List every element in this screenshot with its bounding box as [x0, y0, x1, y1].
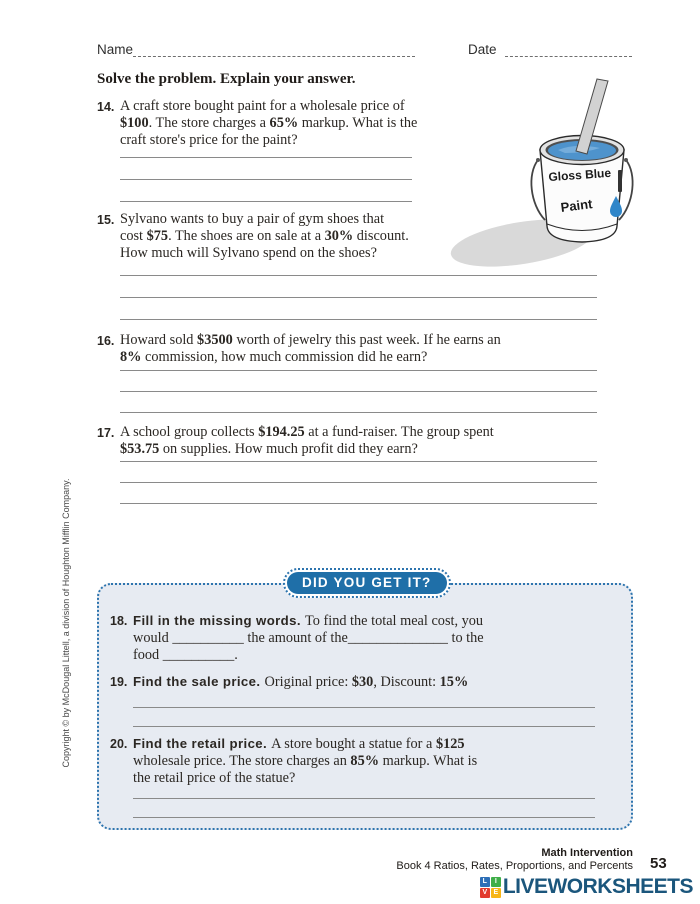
- logo-tile: I: [491, 877, 501, 887]
- text-segment: A store bought a statue for a: [271, 736, 436, 752]
- text-segment: commission, how much commission did he earn?: [141, 349, 428, 365]
- handle-pivot-right: [624, 158, 628, 162]
- page-number: 53: [650, 855, 667, 872]
- did-you-get-it-badge: [283, 568, 451, 598]
- paint-label-line1: Gloss Blue: [547, 165, 612, 185]
- answer-line[interactable]: [120, 371, 597, 392]
- name-label: Name: [97, 42, 134, 57]
- text-segment: $125: [435, 736, 465, 752]
- problem-14-number: 14.: [97, 100, 115, 114]
- problem-19-answer-lines: [133, 689, 595, 727]
- problem-17-answer-lines: [120, 441, 597, 504]
- handle-pivot-left: [536, 158, 540, 162]
- date-label: Date: [468, 42, 497, 57]
- answer-line[interactable]: [120, 350, 597, 371]
- text-segment: on supplies. How much profit did they earn?: [159, 441, 418, 457]
- problem-16-number: 16.: [97, 334, 115, 348]
- problem-14-answer-lines: [120, 136, 412, 202]
- answer-line[interactable]: [120, 462, 597, 483]
- text-segment: Howard sold: [120, 332, 198, 348]
- text-segment: Fill in the missing words.: [133, 613, 305, 628]
- text-segment: discount.: [353, 228, 409, 244]
- problem-20-number: 20.: [110, 737, 128, 751]
- did-you-get-it-badge-label: DID YOU GET IT?: [287, 572, 447, 594]
- text-segment: at a fund-raiser. The group spent: [304, 424, 494, 440]
- logo-tile: E: [491, 888, 501, 898]
- problem-19-number: 19.: [110, 675, 128, 689]
- answer-line[interactable]: [120, 276, 597, 298]
- problem-20-answer-lines: [133, 780, 595, 818]
- text-segment: 30%: [324, 228, 354, 244]
- text-segment: markup. What is: [379, 753, 478, 769]
- answer-line[interactable]: [120, 180, 412, 202]
- problem-18: [110, 612, 513, 664]
- text-segment: $3500: [197, 332, 233, 348]
- answer-line[interactable]: [120, 298, 597, 320]
- text-segment: . The shoes are on sale at a: [168, 228, 325, 244]
- text-segment: cost: [120, 228, 147, 244]
- answer-line[interactable]: [120, 392, 597, 413]
- answer-line[interactable]: [120, 136, 412, 158]
- answer-line[interactable]: [133, 689, 595, 708]
- problem-15-number: 15.: [97, 213, 115, 227]
- answer-line[interactable]: [120, 441, 597, 462]
- date-blank-line[interactable]: [505, 56, 632, 57]
- text-segment: A school group collects: [120, 424, 259, 440]
- text-segment: craft store's price for the paint?: [120, 132, 298, 148]
- answer-line[interactable]: [133, 780, 595, 799]
- logo-tile: L: [480, 877, 490, 887]
- text-segment: 65%: [269, 115, 299, 131]
- logo-text: LIVEWORKSHEETS: [502, 875, 693, 898]
- text-segment: , Discount:: [373, 674, 440, 690]
- text-segment: $30: [351, 674, 374, 690]
- answer-line[interactable]: [120, 158, 412, 180]
- name-blank-line[interactable]: [133, 56, 415, 57]
- text-segment: $75: [146, 228, 169, 244]
- text-segment: Find the retail price.: [133, 736, 272, 751]
- text-segment: . The store charges a: [148, 115, 270, 131]
- problem-17-number: 17.: [97, 426, 115, 440]
- text-segment: the retail price of the statue?: [133, 770, 296, 786]
- text-segment: worth of jewelry this past week. If he earns an: [232, 332, 501, 348]
- paint-can-illustration: [450, 78, 690, 278]
- text-segment: Find the sale price.: [133, 674, 265, 689]
- footer-series: Math Intervention: [541, 847, 633, 859]
- answer-line[interactable]: [133, 799, 595, 818]
- text-segment: would __________ the amount of the______________ to the: [133, 630, 484, 646]
- text-segment: 85%: [350, 753, 380, 769]
- answer-line[interactable]: [120, 483, 597, 504]
- label-side-mark: [618, 170, 622, 192]
- text-segment: How much will Sylvano spend on the shoes?: [120, 245, 377, 261]
- problem-18-number: 18.: [110, 614, 128, 628]
- problem-18-text: [133, 612, 513, 664]
- instructions-heading: Solve the problem. Explain your answer.: [97, 71, 356, 87]
- logo-tiles-icon: [480, 877, 501, 898]
- text-segment: wholesale price. The store charges an: [133, 753, 351, 769]
- text-segment: Original price:: [264, 674, 352, 690]
- text-segment: $100: [120, 115, 149, 131]
- text-segment: food __________.: [133, 647, 238, 663]
- answer-line[interactable]: [133, 708, 595, 727]
- text-segment: To find the total meal cost, you: [305, 613, 484, 629]
- paint-label-line2: Paint: [559, 196, 594, 215]
- liveworksheets-logo: [480, 875, 693, 899]
- text-segment: Sylvano wants to buy a pair of gym shoes that: [120, 211, 385, 227]
- text-segment: $53.75: [120, 441, 160, 457]
- text-segment: $194.25: [258, 424, 305, 440]
- text-segment: A craft store bought paint for a wholesale price of: [120, 98, 405, 114]
- problem-16-answer-lines: [120, 350, 597, 413]
- text-segment: 8%: [120, 349, 142, 365]
- footer-book-title: Book 4 Ratios, Rates, Proportions, and Percents: [396, 860, 633, 872]
- copyright-text: Copyright © by McDougal Littell, a division of Houghton Mifflin Company.: [61, 478, 71, 768]
- text-segment: 15%: [439, 674, 469, 690]
- text-segment: markup. What is the: [298, 115, 418, 131]
- logo-tile: V: [480, 888, 490, 898]
